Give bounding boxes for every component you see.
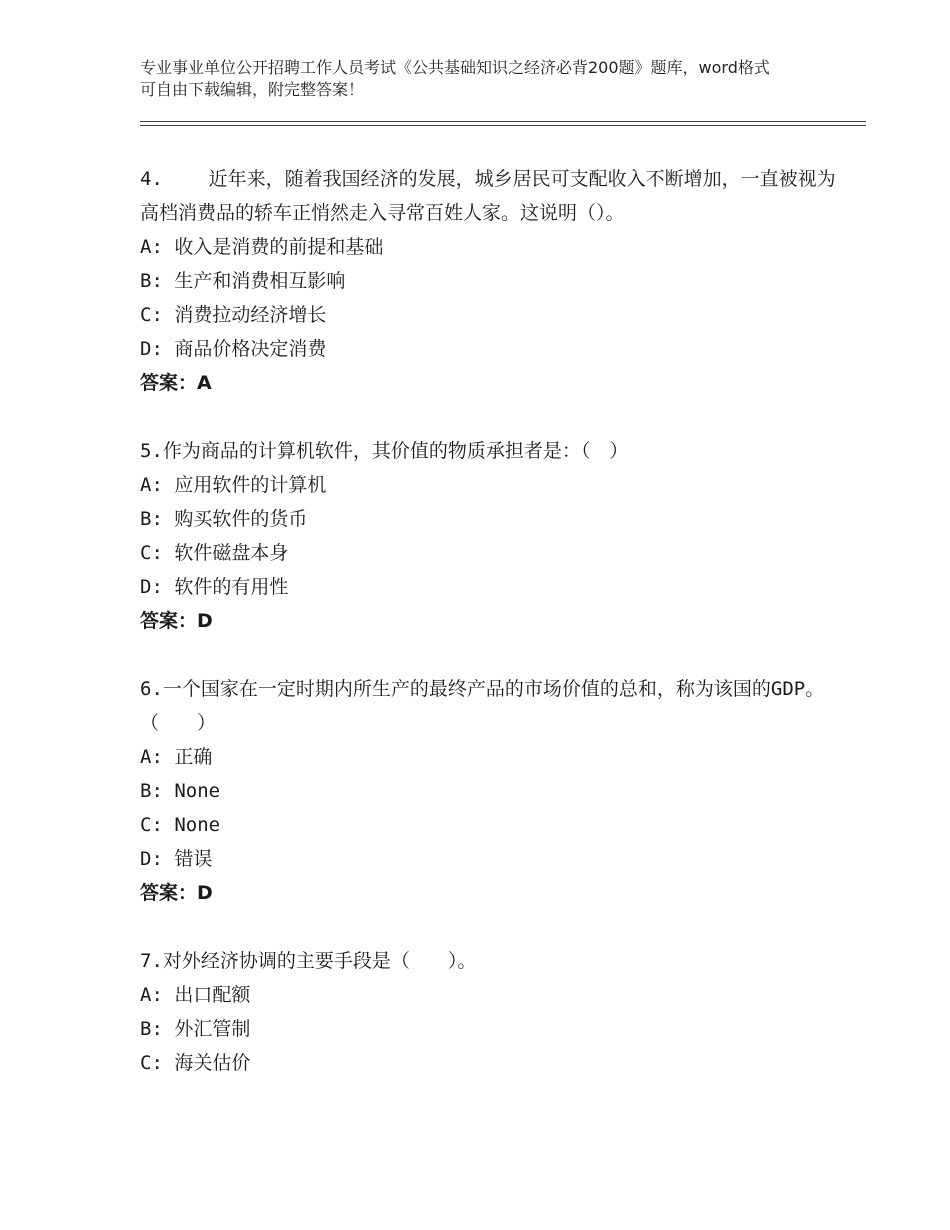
option-a: A: 收入是消费的前提和基础 bbox=[140, 236, 384, 258]
option-b: B: 购买软件的货币 bbox=[140, 508, 308, 530]
option-c: C: None bbox=[140, 814, 221, 836]
option-c: C: 软件磁盘本身 bbox=[140, 542, 289, 564]
document-header: 专业事业单位公开招聘工作人员考试《公共基础知识之经济必背200题》题库，word格式可自由下载编辑，附完整答案！ bbox=[140, 58, 770, 99]
question-5 bbox=[140, 434, 840, 638]
question-text: 6.一个国家在一定时期内所生产的最终产品的市场价值的总和，称为该国的GDP。（ ） bbox=[140, 678, 825, 734]
question-4 bbox=[140, 162, 840, 400]
option-a: A: 应用软件的计算机 bbox=[140, 474, 327, 496]
question-6 bbox=[140, 672, 840, 910]
question-text: 5.作为商品的计算机软件，其价值的物质承担者是：（ ） bbox=[140, 440, 629, 462]
question-list bbox=[140, 162, 840, 1114]
option-d: D: 错误 bbox=[140, 848, 213, 870]
option-a: A: 正确 bbox=[140, 746, 213, 768]
option-b: B: None bbox=[140, 780, 221, 802]
question-text: 4. 近年来，随着我国经济的发展，城乡居民可支配收入不断增加，一直被视为高档消费品的轿车正悄然走入寻常百姓人家。这说明（）。 bbox=[140, 168, 836, 224]
answer-label: 答案：D bbox=[140, 882, 213, 904]
option-d: D: 商品价格决定消费 bbox=[140, 338, 327, 360]
option-d: D: 软件的有用性 bbox=[140, 576, 289, 598]
question-text: 7.对外经济协调的主要手段是（ ）。 bbox=[140, 950, 477, 972]
question-7 bbox=[140, 944, 840, 1080]
option-b: B: 生产和消费相互影响 bbox=[140, 270, 346, 292]
header-divider bbox=[140, 121, 866, 126]
answer-label: 答案：D bbox=[140, 610, 213, 632]
option-b: B: 外汇管制 bbox=[140, 1018, 251, 1040]
option-c: C: 消费拉动经济增长 bbox=[140, 304, 327, 326]
answer-label: 答案：A bbox=[140, 372, 212, 394]
option-a: A: 出口配额 bbox=[140, 984, 251, 1006]
option-c: C: 海关估价 bbox=[140, 1052, 251, 1074]
